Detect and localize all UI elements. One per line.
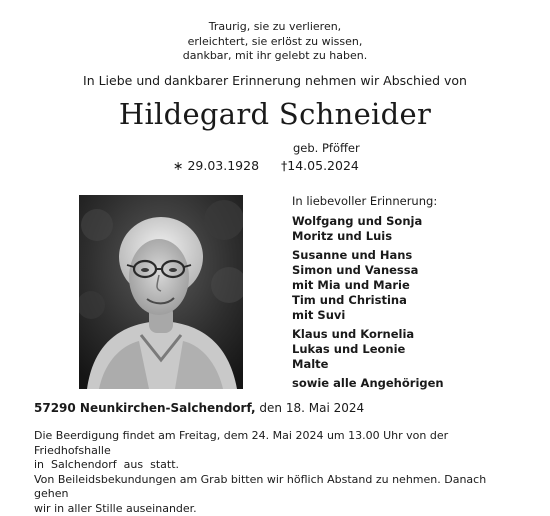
mourner-name: Susanne und Hans — [292, 248, 444, 263]
intro-text: In Liebe und dankbarer Erinnerung nehmen wir Abschied von — [0, 73, 550, 88]
mourners-list — [292, 194, 444, 391]
death-date-value: 14.05.2024 — [287, 158, 359, 173]
mourner-name: Lukas und Leonie — [292, 342, 444, 357]
birth-star-icon: ∗ — [173, 158, 183, 173]
mourner-name: Wolfgang und Sonja — [292, 214, 444, 229]
mourner-name: Tim und Christina — [292, 293, 444, 308]
birth-date-value: 29.03.1928 — [187, 158, 259, 173]
mourner-name: Moritz und Luis — [292, 229, 444, 244]
mourner-name: Klaus und Kornelia — [292, 327, 444, 342]
mourner-name: Simon und Vanessa — [292, 263, 444, 278]
place-location: 57290 Neunkirchen-Salchendorf, — [34, 401, 256, 415]
mourner-group — [292, 248, 444, 323]
death-cross-icon: † — [281, 158, 287, 173]
funeral-line: Die Beerdigung findet am Freitag, dem 24. Mai 2024 um 13.00 Uhr von der Friedhofshalle — [34, 429, 524, 458]
mourner-group — [292, 214, 444, 244]
birth-date — [173, 158, 259, 173]
motto-line: erleichtert, sie erlöst zu wissen, — [0, 35, 550, 50]
funeral-line: Von Beileidsbekundungen am Grab bitten wir höflich Abstand zu nehmen. Danach gehen — [34, 473, 524, 502]
life-dates — [173, 158, 359, 173]
place-and-date — [34, 401, 364, 415]
funeral-line: in Salchendorf aus statt. — [34, 458, 524, 473]
mourners-heading: In liebevoller Erinnerung: — [292, 194, 444, 209]
motto-line: Traurig, sie zu verlieren, — [0, 20, 550, 35]
mourner-name: mit Suvi — [292, 308, 444, 323]
deceased-name: Hildegard Schneider — [0, 97, 550, 131]
funeral-line: wir in aller Stille auseinander. — [34, 502, 524, 516]
motto — [0, 20, 550, 64]
place-date: den 18. Mai 2024 — [259, 401, 364, 415]
maiden-name: geb. Pföffer — [293, 141, 360, 155]
funeral-info — [34, 429, 524, 516]
motto-line: dankbar, mit ihr gelebt zu haben. — [0, 49, 550, 64]
mourner-group — [292, 327, 444, 372]
mourner-name: mit Mia und Marie — [292, 278, 444, 293]
death-date — [281, 158, 359, 173]
mourners-closing: sowie alle Angehörigen — [292, 376, 444, 391]
mourner-name: Malte — [292, 357, 444, 372]
portrait-photo — [79, 195, 243, 389]
